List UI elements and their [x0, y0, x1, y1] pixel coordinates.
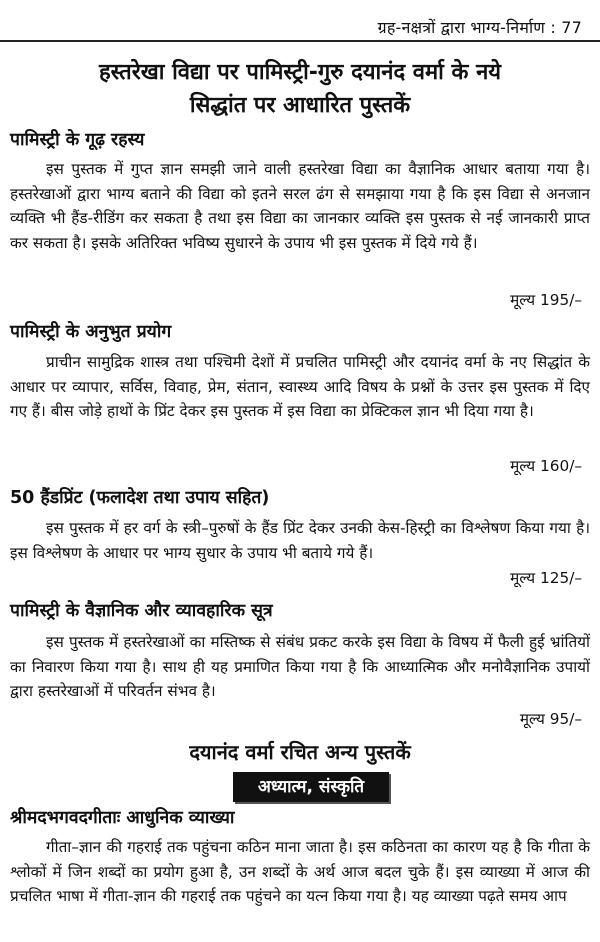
main-heading-line-2: सिद्धांत पर आधारित पुस्तकें: [189, 93, 411, 118]
book-price: मूल्य 160/–: [510, 457, 582, 475]
category-badge: अध्यात्म, संस्कृति: [233, 772, 389, 802]
other-books-heading: दयानंद वर्मा रचित अन्य पुस्तकें: [189, 740, 411, 764]
book-description: गीता–ज्ञान की गहराई तक पहुंचना कठिन माना जाता है। इस कठिनता का कारण यह है कि गीता के श्लोकों में जिन शब्दों का प्रयोग हुआ है, उन शब्दों के अर्थ आज बदल चुके हैं। इस व्याख्या में आज की प्रचलित भाषा में गीता-ज्ञान की गहराई तक पहुंचने का यत्न किया गया है। यह व्याख्या पढ़ते समय आप: [10, 838, 590, 905]
page-header: [0, 14, 600, 42]
main-heading: [0, 56, 600, 122]
book-title: 50 हैंडप्रिंट (फलादेश तथा उपाय सहित): [10, 488, 270, 508]
main-heading-line-1: हस्तरेखा विद्या पर पामिस्ट्री-गुरु दयानंद वर्मा के नये: [98, 60, 502, 85]
book-title: पामिस्ट्री के गूढ़ रहस्य: [10, 130, 145, 150]
book-price: मूल्य 95/–: [519, 710, 582, 728]
book-title: पामिस्ट्री के अनुभुत प्रयोग: [10, 322, 172, 342]
book-price: मूल्य 125/–: [510, 569, 582, 587]
book-description: इस पुस्तक में हर वर्ग के स्त्री–पुरुषों के हैंड प्रिंट देकर उनकी केस-हिस्ट्री का विश्लेषण किया गया है। इस विश्लेषण के आधार पर भाग्य सुधार के उपाय भी बताये गये हैं।: [10, 519, 590, 562]
book-description: इस पुस्तक में हस्तरेखाओं का मस्तिष्क से संबंध प्रकट करके इस विद्या के विषय में फैली हुई भ्रांतियों का निवारण किया गया है। साथ ही यह प्रमाणित किया गया है कि आध्यात्मिक और मनोवैज्ञानिक उपायों द्वारा हस्तरेखाओं में परिवर्तन संभव है।: [10, 633, 590, 700]
book-title: श्रीमदभगवदगीताः आधुनिक व्याख्या: [10, 808, 235, 828]
book-description: इस पुस्तक में गुप्त ज्ञान समझी जाने वाली हस्तरेखा विद्या का वैज्ञानिक आधार बताया गया है। हस्तरेखाओं द्वारा भाग्य बताने की विद्या को इतने सरल ढंग से समझाया गया है कि इस विद्या से अनजान व्यक्ति भी हैंड-रीडिंग कर सकता है तथा इस विद्या का जानकार व्यक्ति इस पुस्तक से नई जानकारी प्राप्त कर सकता है। इसके अतिरिक्त भविष्य सुधारने के उपाय भी इस पुस्तक में दिये गये हैं।: [10, 160, 590, 252]
book-description: प्राचीन सामुद्रिक शास्त्र तथा पश्चिमी देशों में प्रचलित पामिस्ट्री और दयानंद वर्मा के नए सिद्धांत के आधार पर व्यापार, सर्विस, विवाह, प्रेम, संतान, स्वास्थ्य आदि विषय के प्रश्नों के उत्तर इस पुस्तक में दिए गए हैं। बीस जोड़े हाथों के प्रिंट देकर इस पुस्तक में इस विद्या का प्रेक्टिकल ज्ञान भी दिया गया है।: [10, 353, 590, 420]
running-head: ग्रह-नक्षत्रों द्वारा भाग्य-निर्माण : 77: [377, 18, 582, 37]
book-price: मूल्य 195/–: [510, 291, 582, 309]
book-title: पामिस्ट्री के वैज्ञानिक और व्यावहारिक सूत्र: [10, 601, 273, 621]
